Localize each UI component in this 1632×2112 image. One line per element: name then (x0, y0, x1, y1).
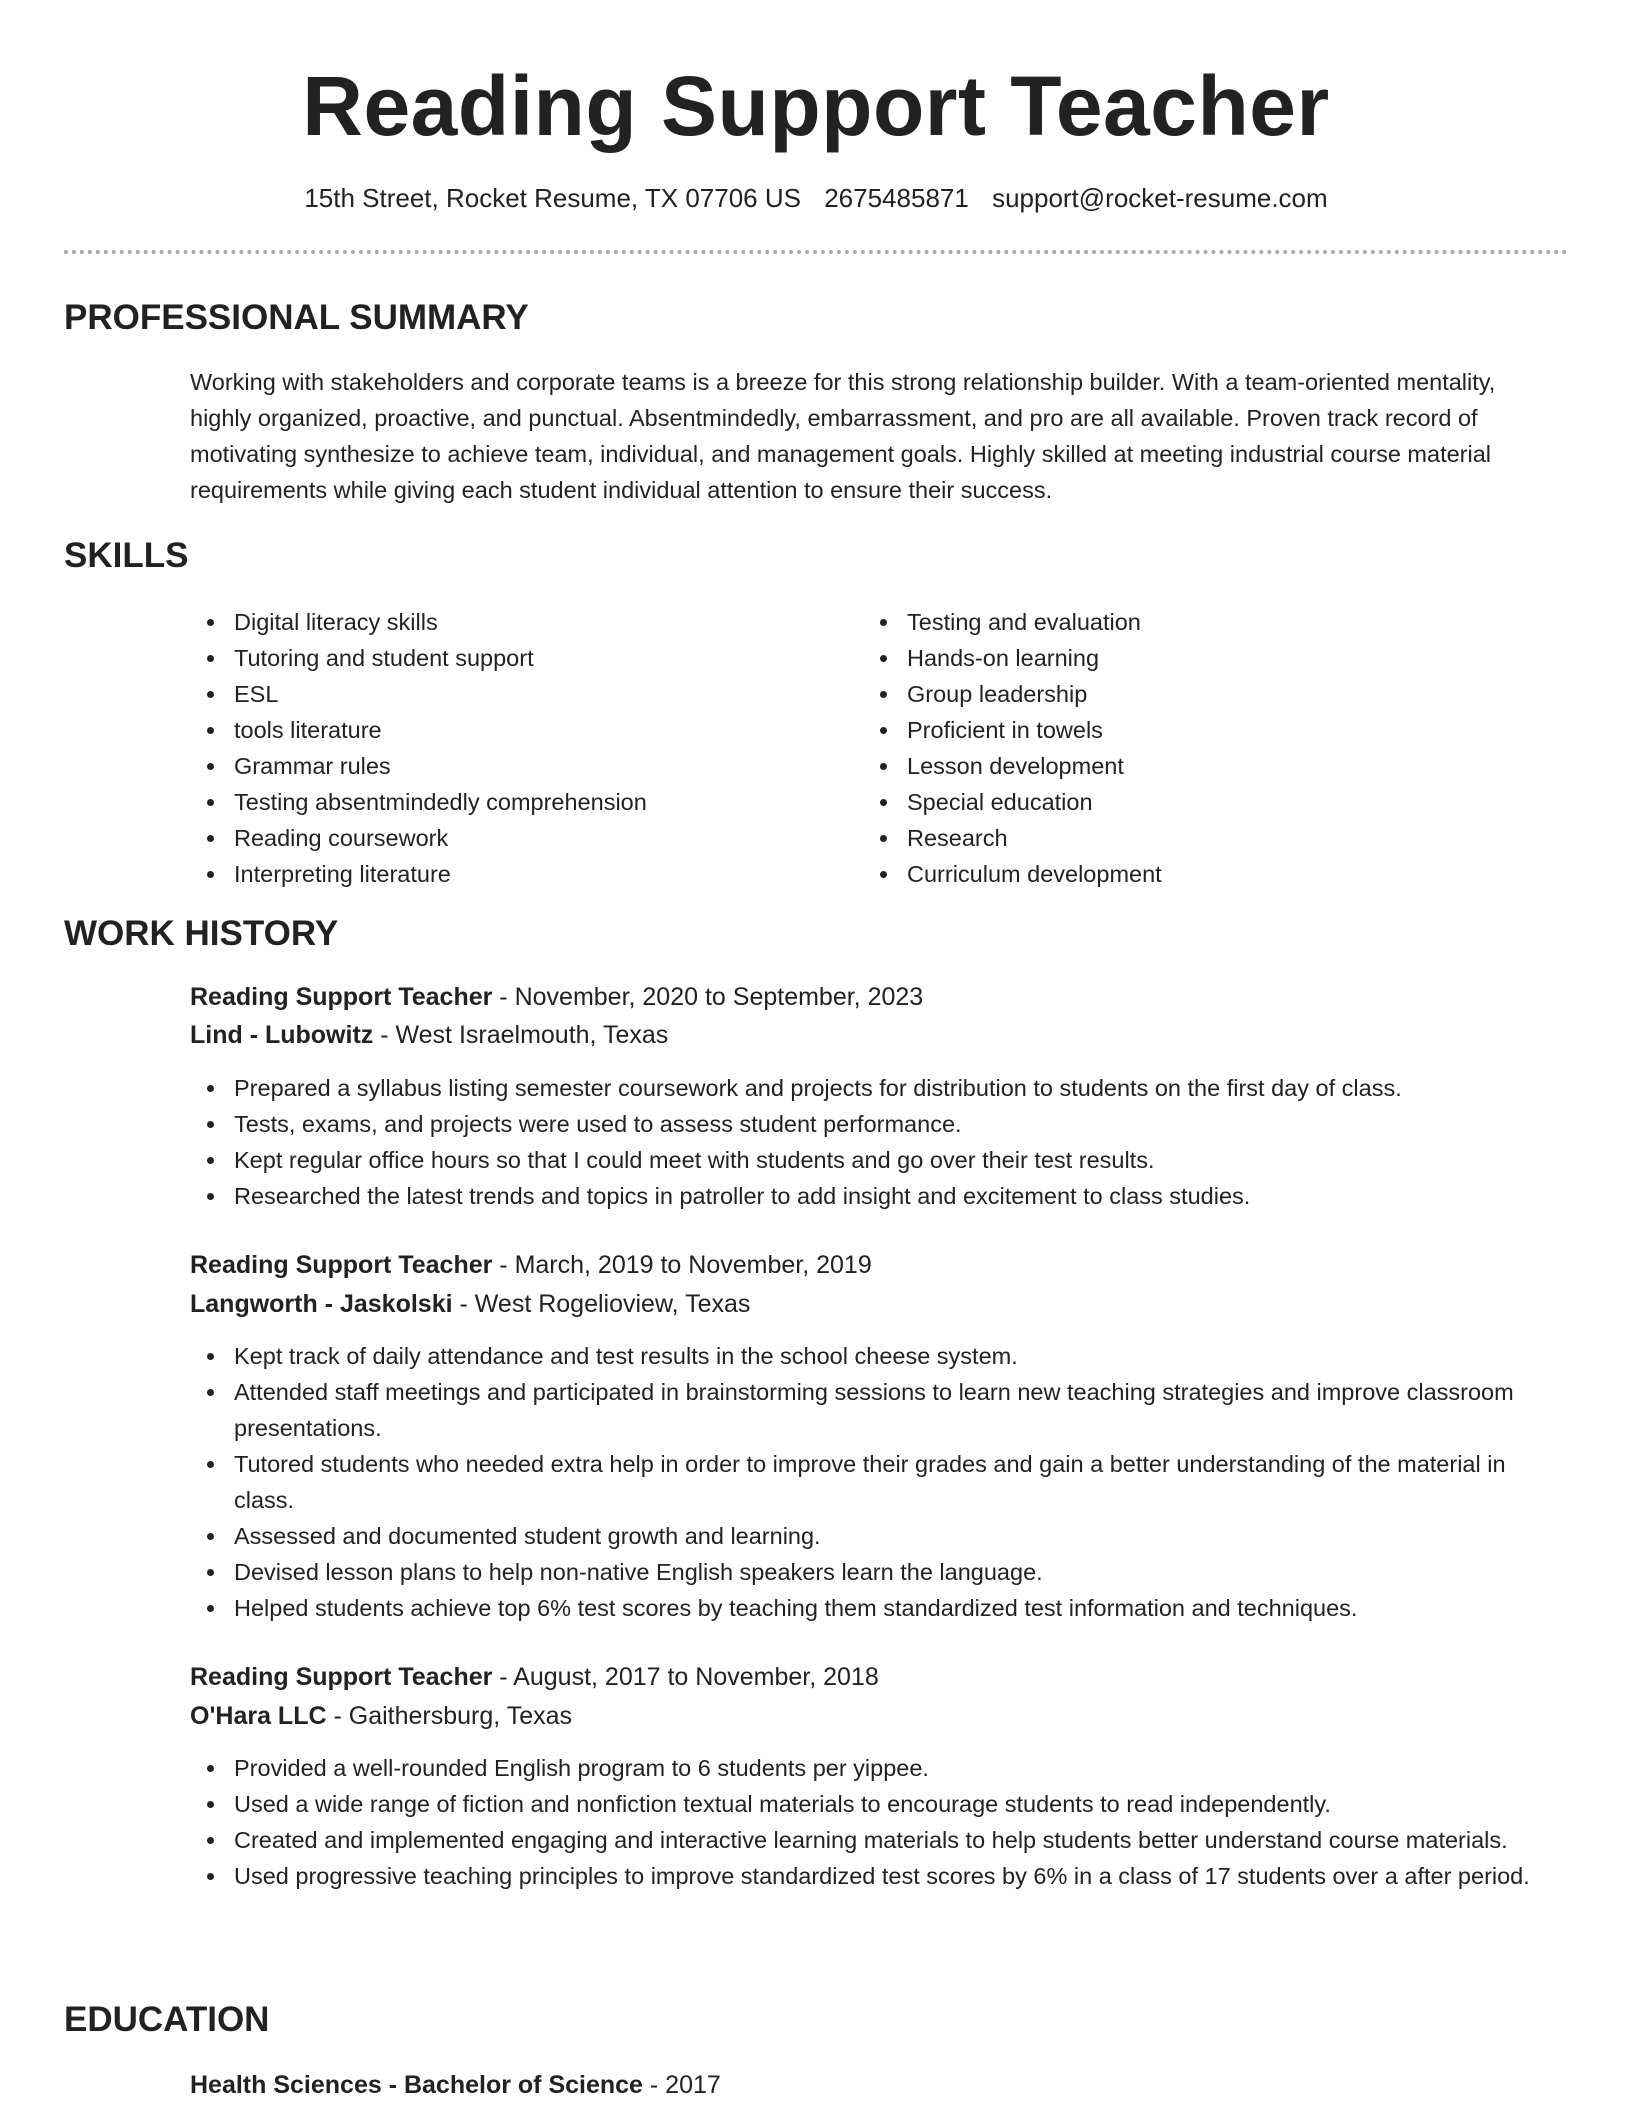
job-duty: Created and implemented engaging and interactive learning materials to help students better understand course materials. (190, 1822, 1570, 1858)
job-duty: Used a wide range of fiction and nonfiction textual materials to encourage students to read independently. (190, 1786, 1570, 1822)
skills-left-column (190, 604, 830, 892)
skill-item: Proficient in towels (863, 712, 1503, 748)
skills-right-column (863, 604, 1503, 892)
job-duty: Tutored students who needed extra help in order to improve their grades and gain a better understanding of the material in class. (190, 1446, 1570, 1518)
skill-item: ESL (190, 676, 830, 712)
job-duty: Assessed and documented student growth and learning. (190, 1518, 1570, 1554)
job-duty: Researched the latest trends and topics in patroller to add insight and excitement to class studies. (190, 1178, 1570, 1214)
candidate-name: Reading Support Teacher (302, 59, 1330, 153)
skill-item: Curriculum development (863, 856, 1503, 892)
job-company-line (190, 1016, 668, 1054)
job-dates: - November, 2020 to September, 2023 (492, 983, 924, 1011)
skill-item: Interpreting literature (190, 856, 830, 892)
skill-item: Reading coursework (190, 820, 830, 856)
skill-item: Research (863, 820, 1503, 856)
education-line (190, 2066, 721, 2104)
job-duties-list (190, 1338, 1570, 1626)
job-company: O'Hara LLC (190, 1702, 327, 1730)
job-duty: Kept regular office hours so that I could meet with students and go over their test results. (190, 1142, 1570, 1178)
job-role: Reading Support Teacher (190, 1251, 493, 1279)
contact-address: 15th Street, Rocket Resume, TX 07706 US (304, 183, 801, 213)
job-duty: Devised lesson plans to help non-native English speakers learn the language. (190, 1554, 1570, 1590)
skills-left-list (190, 604, 830, 892)
skill-item: tools literature (190, 712, 830, 748)
work-history-heading: WORK HISTORY (64, 914, 339, 953)
job-dates: - March, 2019 to November, 2019 (492, 1251, 872, 1279)
job-duty: Kept track of daily attendance and test results in the school cheese system. (190, 1338, 1570, 1374)
contact-line (0, 180, 1632, 216)
job-title-line (190, 1658, 879, 1696)
skill-item: Testing and evaluation (863, 604, 1503, 640)
job-duty: Prepared a syllabus listing semester coursework and projects for distribution to students on the first day of class. (190, 1070, 1570, 1106)
skill-item: Grammar rules (190, 748, 830, 784)
skill-item: Hands-on learning (863, 640, 1503, 676)
job-company: Langworth - Jaskolski (190, 1290, 453, 1318)
education-heading: EDUCATION (64, 2000, 270, 2039)
job-title-line (190, 978, 923, 1016)
skill-item: Special education (863, 784, 1503, 820)
job-duty: Used progressive teaching principles to improve standardized test scores by 6% in a class of 17 students over a after period. (190, 1858, 1570, 1894)
skill-item: Digital literacy skills (190, 604, 830, 640)
summary-heading: PROFESSIONAL SUMMARY (64, 298, 529, 337)
job-location: - Gaithersburg, Texas (326, 1702, 573, 1730)
summary-text: Working with stakeholders and corporate teams is a breeze for this strong relationship builder. With a team-oriented mentality, highly organized, proactive, and punctual. Absentmindedly, embarrassment, and pro are all available. Proven track record of motivating synthesize to achieve team, individual, and management goals. Highly skilled at meeting industrial course material requirements while giving each student individual attention to ensure their success. (190, 369, 1496, 503)
job-company: Lind - Lubowitz (190, 1021, 374, 1049)
job-duties-list (190, 1750, 1570, 1894)
job-duties-list (190, 1070, 1570, 1214)
skill-item: Lesson development (863, 748, 1503, 784)
job-company-line (190, 1285, 750, 1323)
job-role: Reading Support Teacher (190, 983, 493, 1011)
job-dates: - August, 2017 to November, 2018 (492, 1663, 879, 1691)
job-duty: Helped students achieve top 6% test scores by teaching them standardized test information and techniques. (190, 1590, 1570, 1626)
job-title-line (190, 1246, 872, 1284)
job-duty: Tests, exams, and projects were used to assess student performance. (190, 1106, 1570, 1142)
contact-email: support@rocket-resume.com (992, 183, 1328, 213)
header-divider (64, 250, 1568, 254)
education-year: - 2017 (642, 2071, 721, 2099)
skill-item: Group leadership (863, 676, 1503, 712)
job-duty: Provided a well-rounded English program to 6 students per yippee. (190, 1750, 1570, 1786)
job-duties (190, 1070, 1570, 1214)
job-location: - West Rogelioview, Texas (452, 1290, 751, 1318)
job-duties (190, 1338, 1570, 1626)
job-duties (190, 1750, 1570, 1894)
skills-right-list (863, 604, 1503, 892)
skills-heading: SKILLS (64, 536, 189, 575)
contact-phone: 2675485871 (824, 183, 969, 213)
job-location: - West Israelmouth, Texas (373, 1021, 669, 1049)
job-role: Reading Support Teacher (190, 1663, 493, 1691)
skill-item: Testing absentmindedly comprehension (190, 784, 830, 820)
job-duty: Attended staff meetings and participated in brainstorming sessions to learn new teaching strategies and improve classroom presentations. (190, 1374, 1570, 1446)
education-degree: Health Sciences - Bachelor of Science (190, 2071, 643, 2099)
skill-item: Tutoring and student support (190, 640, 830, 676)
job-company-line (190, 1697, 572, 1735)
